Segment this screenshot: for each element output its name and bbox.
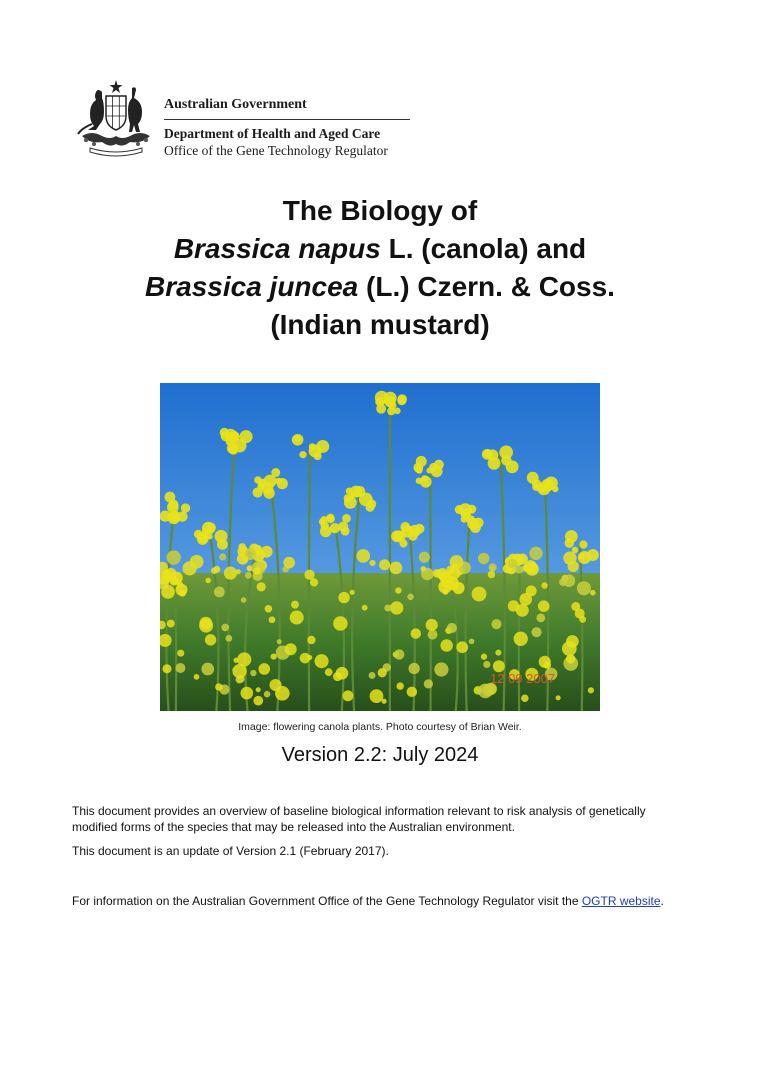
title-line-1: The Biology of <box>282 195 478 226</box>
title-species-napus: Brassica napus <box>173 233 381 264</box>
ogtr-website-link[interactable]: OGTR website <box>581 894 661 908</box>
agency-text <box>164 96 410 159</box>
department-name: Department of Health and Aged Care <box>164 126 381 141</box>
title-line-3-rest: (L.) Czern. & Coss. <box>358 271 615 302</box>
photo-date-stamp: 12 09 2007 <box>490 671 556 686</box>
office-name: Office of the Gene Technology Regulator <box>164 143 388 158</box>
info-suffix: . <box>660 894 664 908</box>
title-line-4: (Indian mustard) <box>270 309 490 340</box>
info-text: For information on the Australian Government Office of the Gene Technology Regulator visit the <box>72 894 582 908</box>
body-text <box>72 803 692 867</box>
government-name: Australian Government <box>164 96 410 120</box>
title-species-juncea: Brassica juncea <box>145 271 359 302</box>
overview-paragraph: This document provides an overview of baseline biological information relevant to risk analysis of genetically modified forms of the species that may be released into the Australian environment. <box>72 804 646 834</box>
document-title <box>60 192 700 344</box>
canola-photo <box>160 383 600 711</box>
title-line-2-rest: L. (canola) and <box>380 233 587 264</box>
photo-caption: Image: flowering canola plants. Photo courtesy of Brian Weir. <box>238 721 522 733</box>
australian-coat-of-arms-icon <box>72 78 160 160</box>
version-label: Version 2.2: July 2024 <box>281 744 479 766</box>
info-line <box>72 893 712 909</box>
title-line-3 <box>60 268 700 306</box>
title-line-2 <box>60 230 700 268</box>
government-header <box>72 78 412 160</box>
update-paragraph: This document is an update of Version 2.1 (February 2017). <box>72 844 389 858</box>
